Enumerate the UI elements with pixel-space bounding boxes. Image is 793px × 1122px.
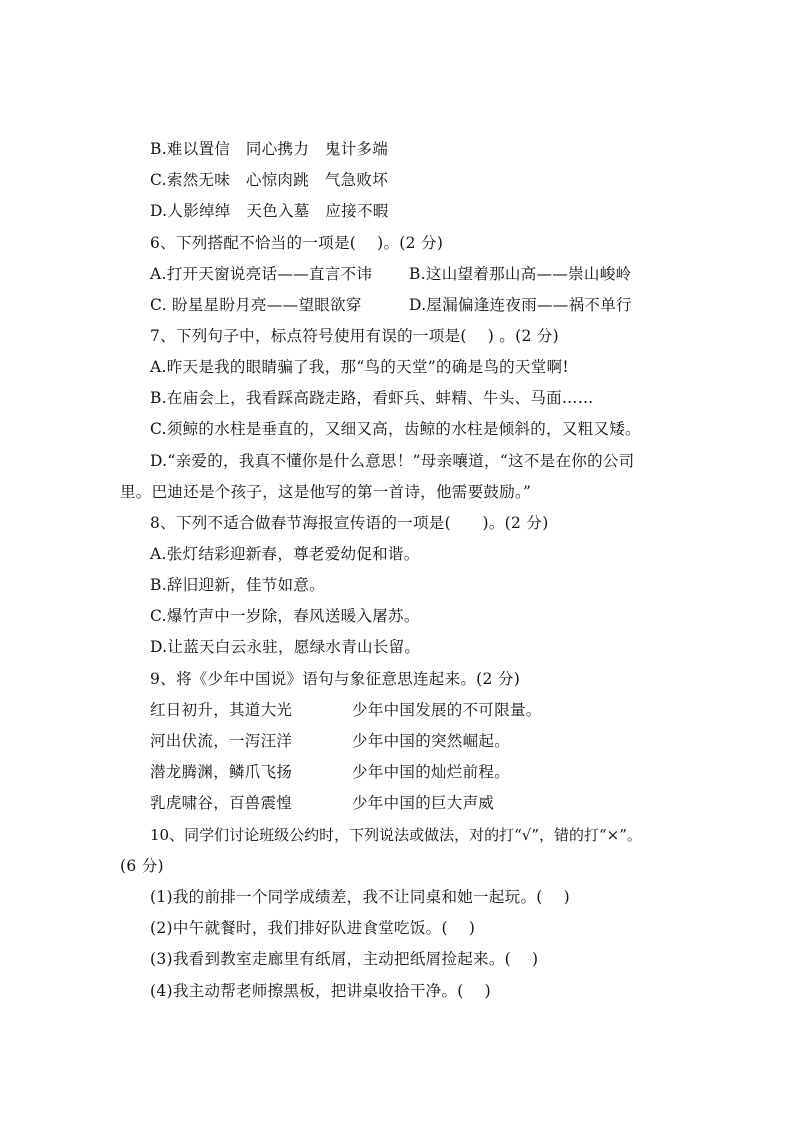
q7-option-d-line2: 里。巴迪还是个孩子，这是他写的第一首诗，他需要鼓励。” (120, 483, 532, 501)
q10-item: (3)我看到教室走廊里有纸屑，主动把纸屑捡起来。( ) (150, 950, 539, 968)
q10-stem-line2: (6 分) (120, 857, 164, 875)
q5-option-c: C.索然无味 心惊肉跳 气急败坏 (150, 171, 389, 189)
q9-right-item: 少年中国的灿烂前程。 (352, 763, 511, 781)
q10-item: (1)我的前排一个同学成绩差，我不让同桌和她一起玩。( ) (150, 888, 570, 906)
q6-option-a: A.打开天窗说亮话——直言不讳 (150, 265, 373, 283)
q9-stem: 9、将《少年中国说》语句与象征意思连起来。(2 分) (150, 670, 521, 688)
q5-option-b: B.难以置信 同心携力 鬼计多端 (150, 140, 389, 158)
q8-option-d: D.让蓝天白云永驻，愿绿水青山长留。 (150, 638, 421, 656)
q9-right-item: 少年中国发展的不可限量。 (352, 701, 542, 719)
q9-left-item: 潜龙腾渊，鳞爪飞扬 (150, 763, 293, 781)
q7-option-d-line1: D.“亲爱的，我真不懂你是什么意思！”母亲嚷道，“这不是在你的公司 (150, 452, 635, 470)
q8-option-c: C.爆竹声中一岁除，春风送暖入屠苏。 (150, 607, 420, 625)
q6-stem: 6、下列搭配不恰当的一项是( )。(2 分) (150, 234, 444, 252)
q7-stem: 7、下列句子中，标点符号使用有误的一项是( ) 。(2 分) (150, 327, 559, 345)
q9-left-item: 河出伏流，一泻汪洋 (150, 732, 293, 750)
q6-option-d: D.屋漏偏逢连夜雨——祸不单行 (409, 296, 632, 314)
q8-option-a: A.张灯结彩迎新春，尊老爱幼促和谐。 (150, 545, 420, 563)
q7-option-c: C.须鲸的水柱是垂直的，又细又高，齿鲸的水柱是倾斜的，又粗又矮。 (150, 420, 641, 438)
q5-option-d: D.人影绰绰 天色入墓 应接不暇 (150, 202, 389, 220)
q9-right-item: 少年中国的巨大声威 (352, 794, 495, 812)
q10-stem-line1: 10、同学们讨论班级公约时，下列说法或做法，对的打“√”，错的打“×”。 (150, 826, 642, 844)
q6-option-b: B.这山望着那山高——崇山峻岭 (409, 265, 632, 283)
q7-option-a: A.昨天是我的眼睛骗了我，那“鸟的天堂”的确是鸟的天堂啊! (150, 358, 569, 376)
q7-option-b: B.在庙会上，我看踩高跷走路，看虾兵、蚌精、牛头、马面…… (150, 389, 594, 407)
q10-item: (2)中午就餐时，我们排好队进食堂吃饭。( ) (150, 919, 476, 937)
q8-option-b: B.辞旧迎新，佳节如意。 (150, 576, 325, 594)
q9-left-item: 红日初升，其道大光 (150, 701, 293, 719)
q9-left-item: 乳虎啸谷，百兽震惶 (150, 794, 293, 812)
q6-option-c: C. 盼星星盼月亮——望眼欲穿 (150, 296, 362, 314)
q8-stem: 8、下列不适合做春节海报宣传语的一项是( )。(2 分) (150, 514, 549, 532)
q10-item: (4)我主动帮老师擦黑板，把讲桌收拾干净。( ) (150, 982, 491, 1000)
q9-right-item: 少年中国的突然崛起。 (352, 732, 511, 750)
